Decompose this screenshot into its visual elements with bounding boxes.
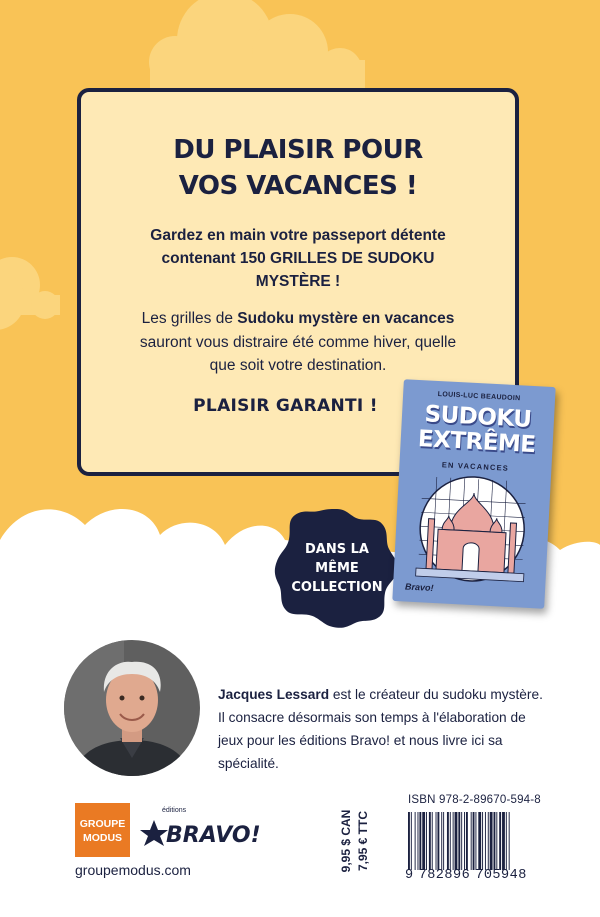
body-prefix: Les grilles de xyxy=(141,310,238,327)
barcode-digit-first: 9 xyxy=(405,868,414,883)
headline-line-2: VOS VACANCES ! xyxy=(178,171,418,201)
barcode-bar xyxy=(485,812,486,870)
barcode-bar xyxy=(426,812,427,870)
panel-guarantee: PLAISIR GARANTI ! xyxy=(193,395,378,416)
barcode-bar xyxy=(432,812,433,870)
panel-lead: Gardez en main votre passeport détente contenant 150 GRILLES DE SUDOKU MYSTÈRE ! xyxy=(150,227,446,290)
barcode-bar xyxy=(509,812,510,870)
book-title xyxy=(400,401,554,459)
badge-line-2: MÊME xyxy=(315,561,359,576)
barcode-bar xyxy=(496,812,497,870)
barcode-bar xyxy=(441,812,442,870)
badge-line-1: DANS LA xyxy=(305,542,369,557)
book-cover xyxy=(392,379,555,609)
barcode-bar xyxy=(499,812,501,870)
barcode-bar xyxy=(415,812,416,870)
modus-line-1: GROUPE xyxy=(79,818,126,830)
barcode-digits-left: 782896 xyxy=(418,868,471,883)
barcode-bar xyxy=(502,812,505,870)
barcode-bar xyxy=(471,812,472,870)
book-publisher-logo: Bravo! xyxy=(404,581,434,594)
panel-body xyxy=(133,307,463,378)
cloud-left xyxy=(0,257,60,330)
panel-headline xyxy=(81,132,515,204)
bravo-logo xyxy=(140,800,261,860)
barcode-bar xyxy=(478,812,481,870)
barcode-bar xyxy=(458,812,460,870)
author-name: Jacques Lessard xyxy=(218,686,330,702)
barcode-bar xyxy=(488,812,489,870)
body-bold-title: Sudoku mystère en vacances xyxy=(237,310,455,327)
barcode-bar xyxy=(490,812,493,870)
barcode-bar xyxy=(506,812,507,870)
barcode-bar xyxy=(443,812,444,870)
barcode-bar xyxy=(461,812,462,870)
isbn-label: ISBN 978-2-89670-594-8 xyxy=(408,794,541,806)
barcode-bar xyxy=(455,812,458,870)
book-author: LOUIS-LUC BEAUDOIN xyxy=(437,390,521,403)
barcode-bar xyxy=(450,812,451,870)
author-bio xyxy=(218,683,548,775)
barcode-bar xyxy=(466,812,468,870)
barcode-bar xyxy=(437,812,439,870)
author-portrait xyxy=(64,640,200,776)
barcode-bar xyxy=(422,812,425,870)
barcode-bar xyxy=(419,812,421,870)
modus-line-2: MODUS xyxy=(82,832,123,844)
book-title-line-2: EXTRÊME xyxy=(417,426,537,459)
body-suffix: sauront vous distraire été comme hiver, quelle que soit votre destination. xyxy=(139,333,457,374)
barcode-bar xyxy=(464,812,465,870)
barcode-bar xyxy=(453,812,454,870)
barcode xyxy=(406,812,546,870)
barcode-bar xyxy=(429,812,431,870)
barcode-bar xyxy=(473,812,475,870)
barcode-bar xyxy=(494,812,496,870)
price-rotated xyxy=(338,800,372,882)
barcode-digits xyxy=(405,868,532,883)
book-subtitle: EN VACANCES xyxy=(441,460,510,473)
price-can: 9,95 $ CAN xyxy=(339,809,353,873)
groupe-modus-logo xyxy=(75,803,130,857)
cloud-top-right xyxy=(149,0,365,92)
badge-line-3: COLLECTION xyxy=(291,580,383,595)
publisher-website: groupemodus.com xyxy=(75,862,191,878)
barcode-bar xyxy=(475,812,476,870)
author-bio-text: est le créateur du sudoku mystère. Il consacre désormais son temps à l'élaboration de jeux pour les éditions Bravo! et nous livre ici sa spécialité. xyxy=(218,686,543,771)
bravo-star-icon xyxy=(140,820,168,846)
barcode-bar xyxy=(408,812,410,870)
taj-mahal-sudoku-grid-icon xyxy=(399,467,545,594)
bravo-small-label: éditions xyxy=(162,807,187,814)
headline-line-1: DU PLAISIR POUR xyxy=(173,135,423,165)
barcode-bar xyxy=(411,812,412,870)
price-block xyxy=(338,800,382,882)
barcode-bar xyxy=(447,812,449,870)
price-eur: 7,95 € TTC xyxy=(356,810,370,872)
book-title-line-1: SUDOKU xyxy=(423,401,533,433)
collection-badge xyxy=(275,540,399,597)
barcode-bar xyxy=(436,812,437,870)
barcode-digits-right: 705948 xyxy=(475,868,527,883)
barcode-bar xyxy=(482,812,483,870)
barcode-bar xyxy=(418,812,419,870)
bravo-wordmark: BRAVO! xyxy=(166,823,261,848)
